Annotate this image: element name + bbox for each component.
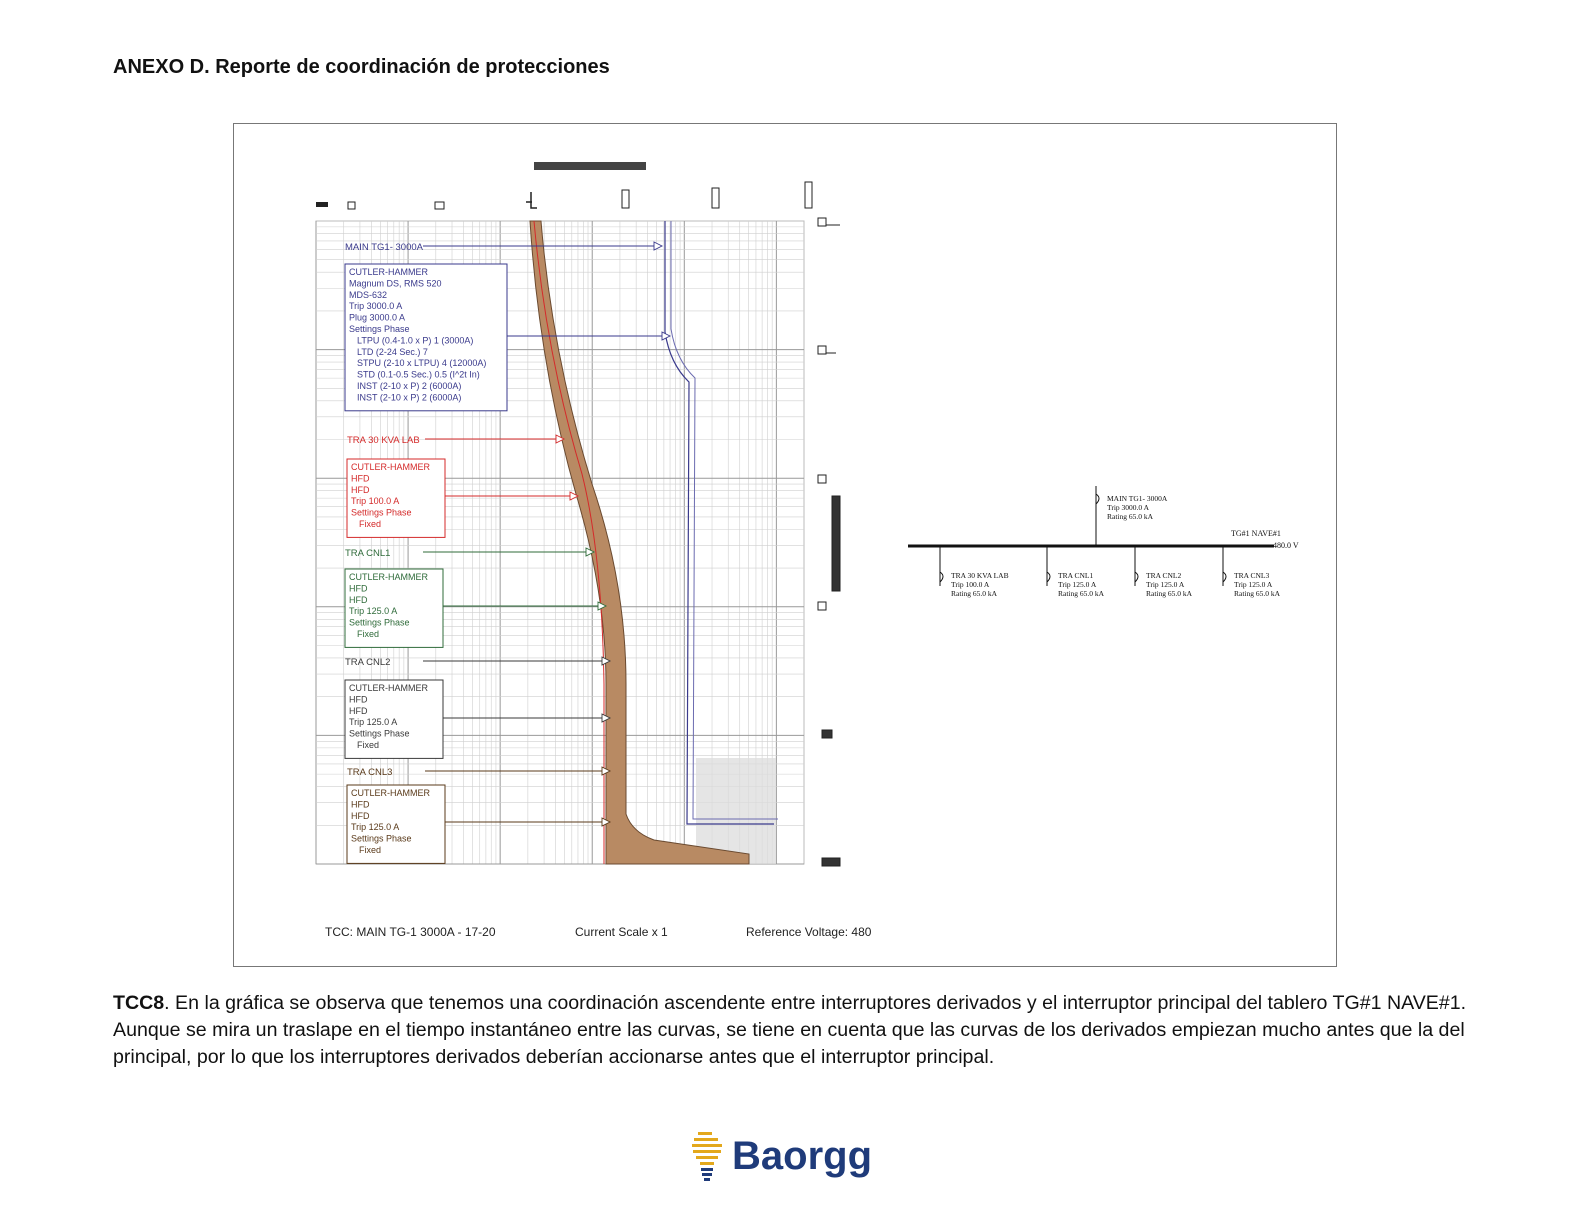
breaker-label: MAIN TG1- 3000A xyxy=(345,242,423,253)
breaker-setting-line: Trip 3000.0 A xyxy=(349,301,403,312)
breaker-setting-line: Trip 100.0 A xyxy=(351,496,400,507)
breaker-1 xyxy=(345,242,670,411)
breaker-setting-line: CUTLER-HAMMER xyxy=(351,788,431,798)
reference-voltage-label: Reference Voltage: 480 xyxy=(746,925,872,939)
feeder-3 xyxy=(1135,546,1193,598)
breaker-setting-line: INST (2-10 x P) 2 (6000A) xyxy=(357,392,462,403)
breaker-setting-line: Fixed xyxy=(359,845,382,855)
breaker-setting-line: Fixed xyxy=(357,740,380,750)
breaker-setting-line: HFD xyxy=(351,484,370,495)
page-heading: ANEXO D. Reporte de coordinación de protecciones xyxy=(113,56,610,78)
paragraph-body: . En la gráfica se observa que tenemos una coordinación ascendente entre interruptores derivados y el interruptor principal del tablero TG#1 NAVE#1. Aunque se mira un traslape en el tiempo instantáneo entre las curvas, se tiene en cuenta que las curvas de los derivados empiezan mucho antes que la del principal, por lo que los interruptores derivados deberían accionarse antes que el interruptor principal. xyxy=(113,992,1467,1068)
feeder-text: TRA CNL2 xyxy=(1146,571,1182,580)
bus-voltage: 480.0 V xyxy=(1273,541,1299,550)
breaker-setting-line: Settings Phase xyxy=(349,324,410,334)
breaker-setting-line: LTPU (0.4-1.0 x P) 1 (3000A) xyxy=(357,335,474,346)
breaker-3 xyxy=(345,548,606,647)
breaker-setting-line: Fixed xyxy=(359,519,382,529)
bus-name: TG#1 NAVE#1 xyxy=(1231,529,1281,538)
feeder-text: Trip 125.0 A xyxy=(1234,580,1273,589)
breaker-setting-line: Trip 125.0 A xyxy=(349,606,398,617)
feeder-text: TRA CNL1 xyxy=(1058,571,1094,580)
top-scale-markers xyxy=(316,162,812,209)
breaker-2 xyxy=(347,435,578,537)
tcc-footer-label: TCC: MAIN TG-1 3000A - 17-20 xyxy=(325,925,496,939)
breaker-setting-line: Magnum DS, RMS 520 xyxy=(349,278,442,289)
breaker-setting-line: HFD xyxy=(349,583,368,594)
breaker-setting-line: Settings Phase xyxy=(349,728,410,739)
breaker-setting-line: CUTLER-HAMMER xyxy=(349,572,429,582)
bulb-icon xyxy=(688,1128,732,1184)
breaker-setting-line: HFD xyxy=(351,810,370,821)
tcc-figure xyxy=(233,123,1337,967)
breaker-setting-line: Plug 3000.0 A xyxy=(349,312,406,323)
breaker-setting-line: Fixed xyxy=(357,629,380,639)
description-paragraph xyxy=(113,990,1473,1071)
feeder-text: Trip 125.0 A xyxy=(1146,580,1185,589)
breaker-setting-line: Trip 125.0 A xyxy=(351,822,400,833)
breaker-setting-line: LTD (2-24 Sec.) 7 xyxy=(357,346,428,357)
logo-wordmark: Baorgg xyxy=(732,1134,872,1178)
breaker-setting-line: HFD xyxy=(351,473,370,484)
paragraph-lead: TCC8 xyxy=(113,992,165,1014)
feeder-4 xyxy=(1223,546,1281,598)
breaker-setting-line: HFD xyxy=(349,594,368,605)
tcc-chart xyxy=(234,124,1338,968)
feeder-text: Trip 100.0 A xyxy=(951,580,990,589)
breaker-label: TRA CNL1 xyxy=(345,548,391,559)
feeder-1 xyxy=(940,546,1009,598)
feeder-text: TRA CNL3 xyxy=(1234,571,1270,580)
breaker-setting-line: MDS-632 xyxy=(349,289,388,300)
current-scale-label: Current Scale x 1 xyxy=(575,925,668,939)
main-breaker-text: MAIN TG1- 3000A xyxy=(1107,494,1168,503)
breaker-4 xyxy=(345,657,610,758)
breaker-setting-line: CUTLER-HAMMER xyxy=(349,683,429,693)
feeder-text: Rating 65.0 kA xyxy=(1146,589,1193,598)
breaker-setting-line: HFD xyxy=(349,694,368,705)
breaker-setting-line: CUTLER-HAMMER xyxy=(351,462,431,472)
breaker-setting-line: Settings Phase xyxy=(349,617,410,628)
breaker-setting-line: STPU (2-10 x LTPU) 4 (12000A) xyxy=(357,358,487,369)
breaker-setting-line: Settings Phase xyxy=(351,833,412,844)
feeder-text: Rating 65.0 kA xyxy=(1058,589,1105,598)
feeder-text: Trip 125.0 A xyxy=(1058,580,1097,589)
feeder-text: Rating 65.0 kA xyxy=(951,589,998,598)
breaker-5 xyxy=(347,767,610,863)
breaker-setting-line: CUTLER-HAMMER xyxy=(349,267,429,277)
breaker-setting-line: Settings Phase xyxy=(351,507,412,518)
brand-logo xyxy=(688,1128,872,1184)
arrow-head xyxy=(654,242,662,250)
breaker-setting-line: Trip 125.0 A xyxy=(349,717,398,728)
breaker-setting-line: INST (2-10 x P) 2 (6000A) xyxy=(357,381,462,391)
right-scale-markers xyxy=(818,218,840,866)
breaker-setting-line: HFD xyxy=(349,705,368,716)
breaker-label: TRA CNL2 xyxy=(345,657,391,668)
feeder-text: Rating 65.0 kA xyxy=(1234,589,1281,598)
feeder-text: TRA 30 KVA LAB xyxy=(951,571,1009,580)
feeder-2 xyxy=(1047,546,1105,598)
breaker-label: TRA CNL3 xyxy=(347,767,393,778)
main-breaker-text: Trip 3000.0 A xyxy=(1107,503,1150,512)
breaker-setting-line: HFD xyxy=(351,799,370,810)
main-breaker-text: Rating 65.0 kA xyxy=(1107,512,1154,521)
breaker-label: TRA 30 KVA LAB xyxy=(347,435,420,446)
one-line-diagram xyxy=(908,486,1299,598)
main-breaker-curve xyxy=(665,221,774,824)
breaker-setting-line: STD (0.1-0.5 Sec.) 0.5 (I^2t In) xyxy=(357,369,480,380)
